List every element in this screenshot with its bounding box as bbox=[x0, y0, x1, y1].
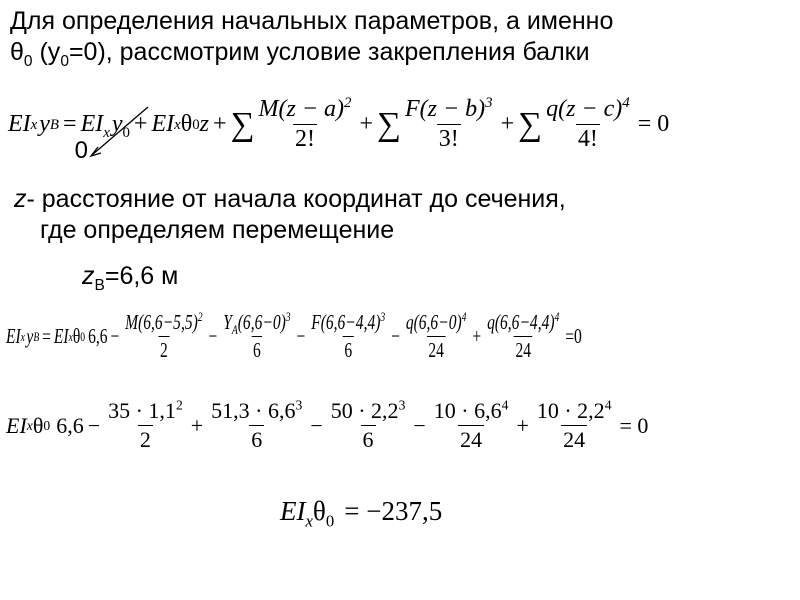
plus-sign: + bbox=[133, 111, 148, 137]
y-term: y bbox=[26, 324, 34, 348]
reaction-symbol: Y bbox=[223, 310, 232, 334]
result-equation bbox=[280, 496, 443, 531]
fraction-numerator: q(z − c) bbox=[546, 96, 623, 122]
fraction-denominator: 24 bbox=[460, 427, 483, 452]
load-term-2 bbox=[486, 310, 561, 363]
fraction-denominator: 6 bbox=[344, 338, 353, 362]
numeric-term-3 bbox=[329, 398, 408, 453]
crossed-out-initial-deflection bbox=[74, 111, 130, 164]
strike-arrow-icon bbox=[86, 103, 156, 163]
exponent: 4 bbox=[554, 309, 560, 324]
exponent: 4 bbox=[622, 95, 630, 111]
numeric-term-5 bbox=[535, 398, 614, 453]
exponent: 3 bbox=[398, 397, 406, 413]
exponent: 3 bbox=[485, 95, 493, 111]
theta-symbol: θ bbox=[180, 111, 193, 137]
ei-term: EI bbox=[6, 412, 27, 438]
fraction-denominator: 24 bbox=[515, 338, 531, 362]
b-subscript: B bbox=[94, 277, 105, 294]
theta-subscript: 0 bbox=[325, 511, 335, 531]
theta-symbol: θ bbox=[72, 324, 81, 348]
fraction-numerator: F(z − b) bbox=[404, 96, 486, 122]
plus-sign: + bbox=[213, 111, 227, 137]
fraction-denominator: 2 bbox=[139, 427, 151, 452]
substituted-equation: EI x y B = EI x θ 0 6,6 − $\frac{M(6,6-5,5)^2}{2}$ − $\frac{Y_A(6,6-0)^3}{6}$ − $\frac{F(6,6-4,4)^3}{6}$ − $\frac{q(6,6-0)^4}{24}$ + $\frac{q(6,6-4,4)^4}{24}$ =0 bbox=[6, 310, 585, 363]
numeric-term-1 bbox=[106, 398, 185, 453]
fraction-numerator: 50 · 2,2 bbox=[330, 398, 399, 423]
x-subscript: x bbox=[103, 124, 110, 141]
exponent: 2 bbox=[344, 95, 352, 111]
distributed-load-fraction bbox=[544, 96, 632, 153]
intro-line-1: Для определения начальных параметров, а именно bbox=[10, 7, 614, 35]
sum-symbol: ∑ bbox=[230, 105, 255, 143]
force-term bbox=[310, 310, 387, 363]
equals-zero: =0 bbox=[565, 324, 582, 348]
zb-value bbox=[82, 262, 179, 294]
y-subscript: 0 bbox=[60, 53, 69, 70]
numeric-term-2 bbox=[209, 398, 304, 453]
theta-symbol: θ bbox=[32, 412, 44, 438]
z-explanation-line-2: где определяем перемещение bbox=[40, 216, 395, 244]
fraction-numerator: M(z − a) bbox=[258, 96, 345, 122]
ei-term: EI bbox=[53, 324, 69, 348]
z-variable: z bbox=[199, 111, 210, 137]
sum-symbol: ∑ bbox=[377, 105, 401, 143]
exponent: 2 bbox=[197, 309, 203, 324]
fraction-numerator: 51,3 · 6,6 bbox=[211, 398, 296, 423]
fraction-denominator: 24 bbox=[428, 338, 444, 362]
fraction-denominator: 4! bbox=[577, 126, 598, 152]
exponent: 3 bbox=[295, 397, 303, 413]
explanation-text: - расстояние от начала координат до сечения, bbox=[26, 185, 566, 213]
exponent: 3 bbox=[380, 309, 386, 324]
fraction-numerator: F(6,6−4,4) bbox=[311, 310, 381, 334]
ei-term: EI bbox=[8, 111, 31, 137]
numeric-term-4 bbox=[432, 398, 511, 453]
fraction-numerator: M(6,6−5,5) bbox=[125, 310, 198, 334]
exponent: 4 bbox=[501, 397, 509, 413]
plus-sign: + bbox=[500, 111, 515, 137]
ei-term: EI bbox=[151, 111, 175, 137]
exponent: 2 bbox=[175, 397, 183, 413]
z-variable: z bbox=[82, 262, 95, 290]
zero-annotation: 0 bbox=[74, 137, 88, 164]
moment-fraction bbox=[257, 96, 354, 153]
y-term: y bbox=[39, 111, 50, 137]
result-value: = −237,5 bbox=[344, 496, 443, 526]
y0-subscript: 0 bbox=[122, 124, 130, 141]
fraction-denominator: 3! bbox=[438, 126, 459, 152]
fraction-denominator: 6 bbox=[253, 338, 261, 362]
fraction-numerator: 10 · 6,6 bbox=[433, 398, 502, 423]
fraction-numerator: q(6,6−4,4) bbox=[487, 310, 555, 334]
fraction-denominator: 2 bbox=[159, 338, 168, 362]
coordinate-value: 6,6 bbox=[88, 324, 108, 348]
fraction-numerator: q(6,6−0) bbox=[405, 310, 462, 334]
ei-term: EI bbox=[80, 111, 104, 137]
z-explanation-line-1 bbox=[14, 184, 566, 215]
y0-open: (y bbox=[32, 38, 61, 66]
force-fraction bbox=[403, 96, 495, 153]
z-explanation bbox=[14, 184, 566, 246]
intro-line-2 bbox=[10, 37, 613, 68]
load-term-1 bbox=[404, 310, 468, 363]
equals-sign: = bbox=[42, 324, 51, 348]
exponent: 4 bbox=[461, 309, 467, 324]
fraction-denominator: 24 bbox=[563, 427, 586, 452]
z-variable: z bbox=[14, 185, 27, 213]
zb-number: =6,6 м bbox=[104, 262, 179, 290]
sum-symbol: ∑ bbox=[518, 105, 543, 143]
equals-zero: = 0 bbox=[619, 412, 649, 438]
fraction-numerator: (6,6−0) bbox=[237, 310, 286, 334]
ei-term: EI bbox=[280, 496, 306, 526]
plus-sign: + bbox=[359, 111, 374, 137]
fraction-denominator: 6 bbox=[251, 427, 263, 452]
moment-term bbox=[124, 310, 204, 363]
fraction-numerator: 35 · 1,1 bbox=[108, 398, 176, 423]
reaction-term bbox=[222, 310, 292, 363]
reaction-subscript: A bbox=[231, 322, 238, 338]
exponent: 3 bbox=[285, 309, 291, 324]
intro-text bbox=[10, 6, 613, 68]
y-term: y bbox=[111, 111, 123, 137]
theta-subscript: 0 bbox=[23, 53, 33, 70]
fraction-denominator: 6 bbox=[362, 427, 374, 452]
theta-symbol: θ bbox=[10, 38, 24, 66]
fraction-numerator: 10 · 2,2 bbox=[536, 398, 605, 423]
intro-line-2-rest: =0), рассмотрим условие закрепления балки bbox=[68, 38, 590, 66]
fraction-denominator: 2! bbox=[294, 126, 315, 152]
ei-term: EI bbox=[6, 324, 21, 348]
theta-symbol: θ bbox=[312, 496, 326, 526]
equals-zero: = 0 bbox=[637, 111, 670, 137]
exponent: 4 bbox=[604, 397, 612, 413]
coordinate-value: 6,6 bbox=[56, 412, 84, 438]
equals-sign: = bbox=[63, 111, 77, 137]
numeric-equation: EI x θ 0 6,6 − $\frac{35 \cdot 1,1^2}{2}$ + $\frac{51,3 \cdot 6,6^3}{6}$ − $\frac{50 \cdot 2,2^3}{6}$ − $\frac{10 \cdot 6,6^4}{24}$ + $\frac{10 \cdot 2,2^4}{24}$ = 0 bbox=[6, 398, 652, 453]
x-subscript: x bbox=[305, 511, 313, 531]
general-deflection-equation: EI x y B = $EI_xy_0$ 0 + EI x θ 0 z + ∑ $\frac{M(z - a)^2}{2!}$ + ∑ $\frac{F(z - b)^3}{3!}$ + ∑ $\frac{q(z - c)^4}{4!}$ = 0 bbox=[8, 96, 673, 153]
